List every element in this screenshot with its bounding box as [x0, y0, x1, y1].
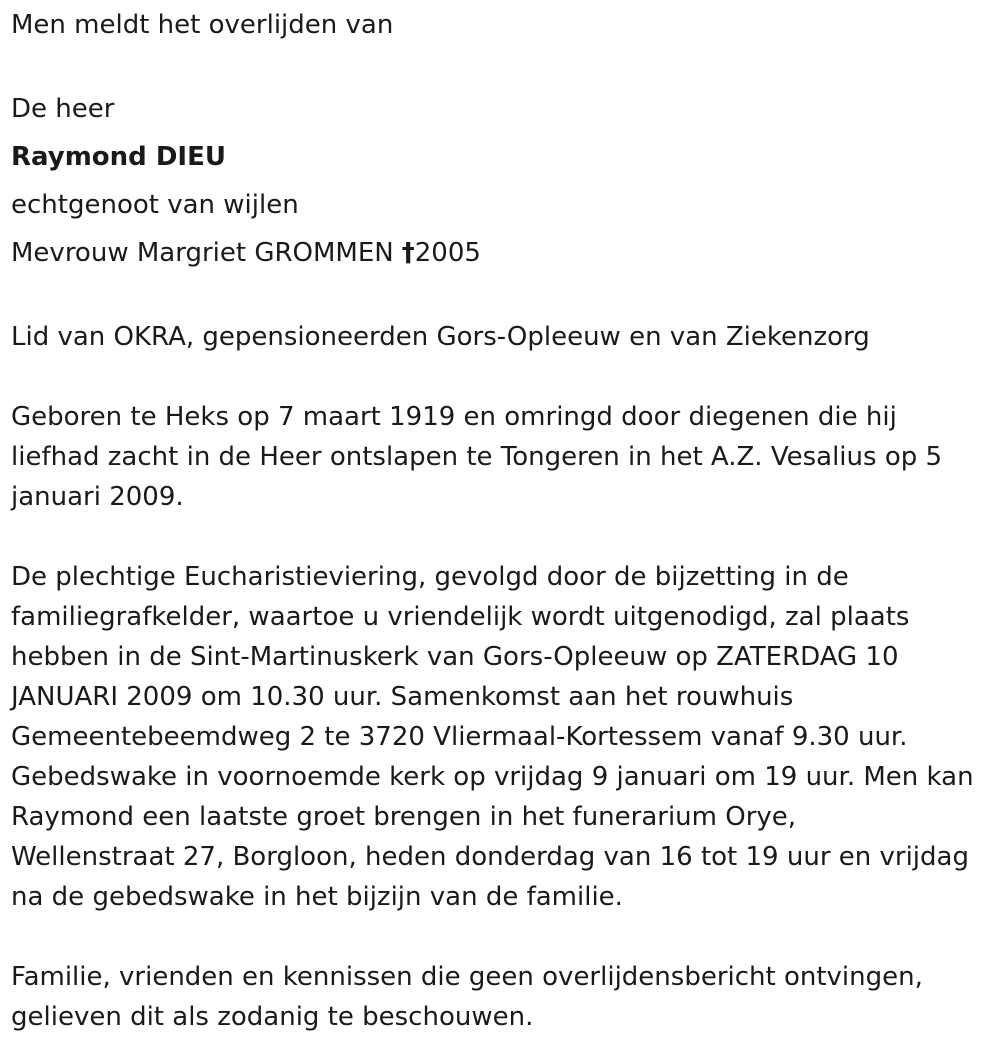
- relation-text: echtgenoot van wijlen: [11, 190, 299, 220]
- cross-icon: †: [401, 238, 415, 268]
- intro-text: Men meldt het overlijden van: [11, 10, 394, 40]
- closing-paragraph: [11, 957, 996, 1037]
- ceremony-paragraph: [11, 557, 996, 917]
- paragraph-line: gelieven dit als zodanig te beschouwen.: [11, 1002, 534, 1032]
- paragraph-line: liefhad zacht in de Heer ontslapen te Tongeren in het A.Z. Vesalius op 5: [11, 442, 943, 472]
- paragraph-line: Wellenstraat 27, Borgloon, heden donderdag van 16 tot 19 uur en vrijdag: [11, 842, 969, 872]
- paragraph-line: Geboren te Heks op 7 maart 1919 en omringd door diegenen die hij: [11, 402, 897, 432]
- death-notice: [11, 0, 996, 1037]
- paragraph-line: De plechtige Eucharistieviering, gevolgd door de bijzetting in de: [11, 562, 849, 592]
- paragraph-line: JANUARI 2009 om 10.30 uur. Samenkomst aan het rouwhuis: [11, 682, 794, 712]
- birth-paragraph: [11, 397, 996, 517]
- spouse-death-year: 2005: [414, 238, 481, 268]
- paragraph-line: januari 2009.: [11, 482, 184, 512]
- paragraph-line: Familie, vrienden en kennissen die geen overlijdensbericht ontvingen,: [11, 962, 923, 992]
- paragraph-line: Gebedswake in voornoemde kerk op vrijdag 9 januari om 19 uur. Men kan: [11, 762, 974, 792]
- paragraph-line: na de gebedswake in het bijzijn van de familie.: [11, 882, 623, 912]
- deceased-block: [11, 85, 996, 277]
- paragraph-line: familiegrafkelder, waartoe u vriendelijk wordt uitgenodigd, zal plaats: [11, 602, 910, 632]
- spouse-name: Mevrouw Margriet GROMMEN: [11, 238, 394, 268]
- paragraph-line: Gemeentebeemdweg 2 te 3720 Vliermaal-Kortessem vanaf 9.30 uur.: [11, 722, 908, 752]
- paragraph-line: hebben in de Sint-Martinuskerk van Gors-Opleeuw op ZATERDAG 10: [11, 642, 899, 672]
- spouse-line: [11, 229, 996, 277]
- deceased-name: Raymond DIEU: [11, 142, 226, 172]
- membership-text: Lid van OKRA, gepensioneerden Gors-Opleeuw en van Ziekenzorg: [11, 322, 870, 352]
- honorific: De heer: [11, 94, 115, 124]
- paragraph-line: Raymond een laatste groet brengen in het funerarium Orye,: [11, 802, 797, 832]
